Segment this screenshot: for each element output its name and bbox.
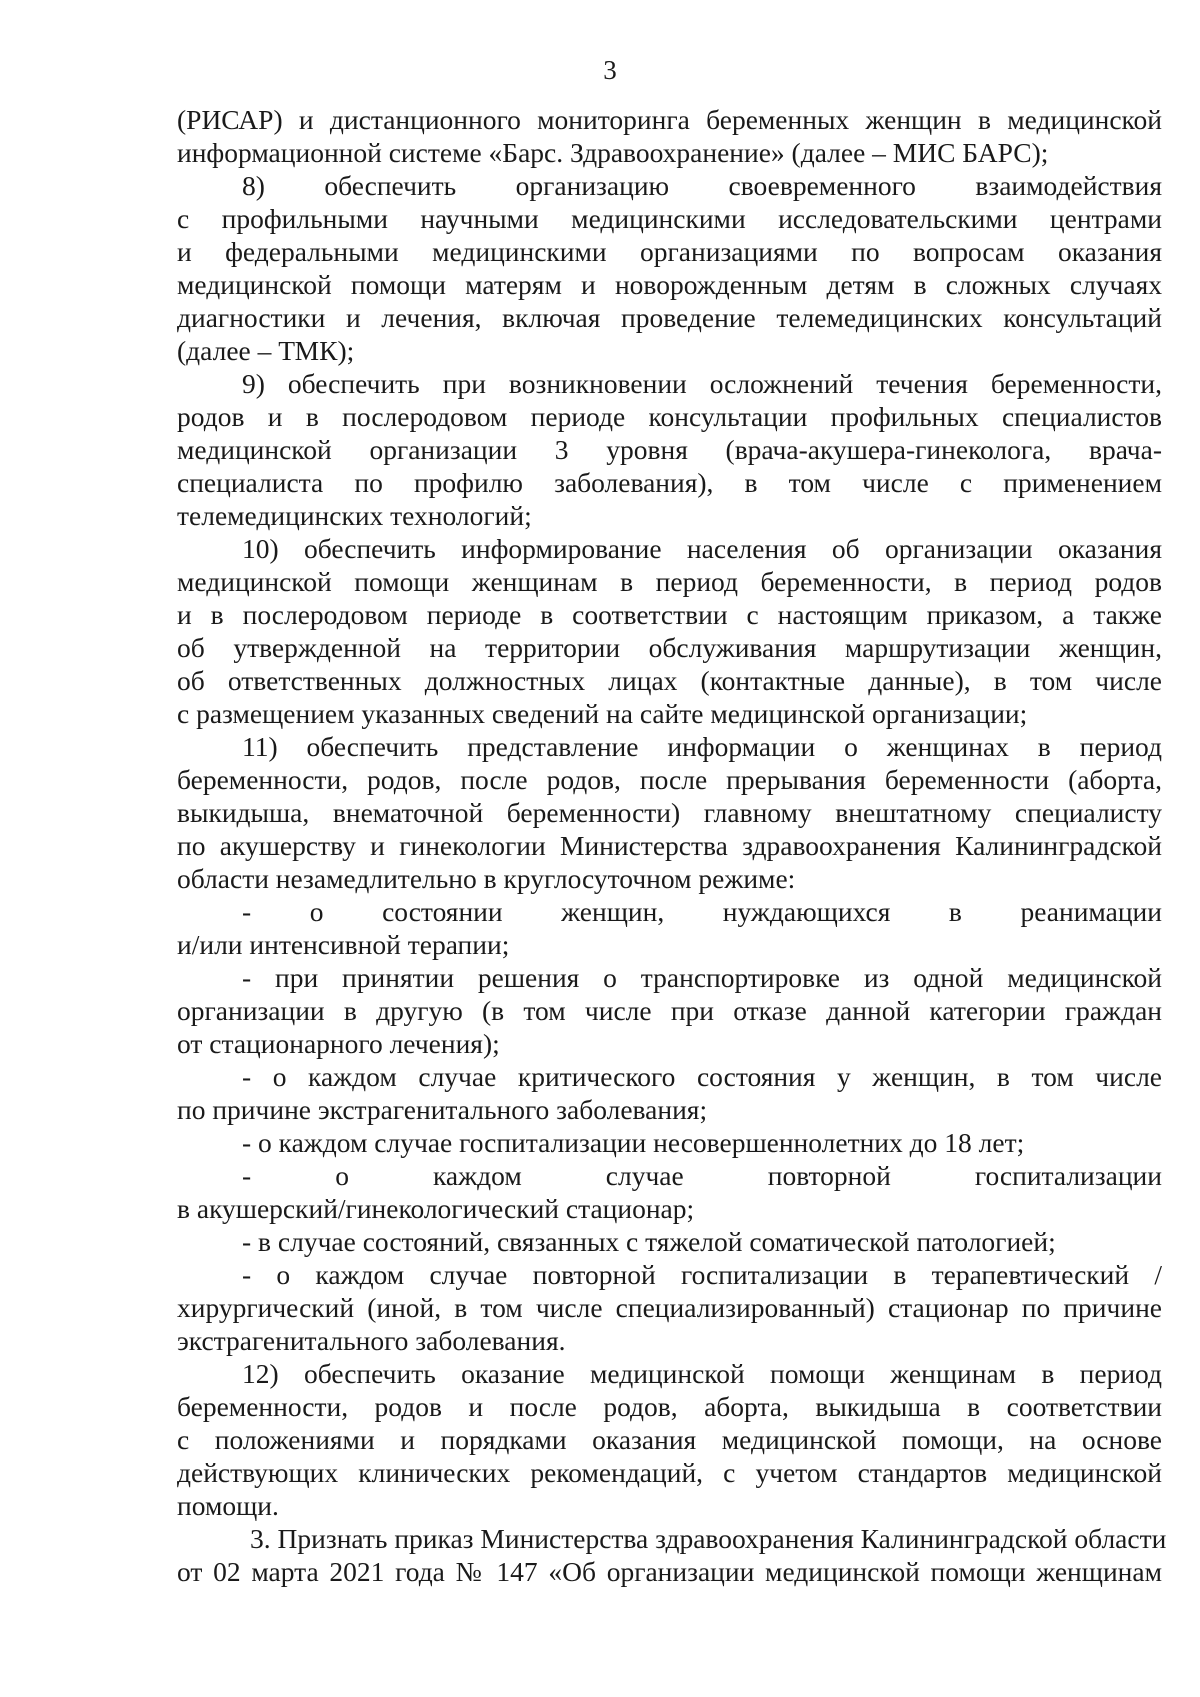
text-line: диагностики и лечения, включая проведение телемедицинских консультаций	[177, 302, 1162, 333]
text-line: организации в другую (в том числе при отказе данной категории граждан	[177, 995, 1162, 1026]
text-line: - при принятии решения о транспортировке из одной медицинской	[242, 962, 1162, 993]
text-line: с положениями и порядками оказания медицинской помощи, на основе	[177, 1424, 1162, 1455]
text-line: родов и в послеродовом периоде консультации профильных специалистов	[177, 401, 1162, 432]
paragraph	[177, 1522, 1167, 1588]
paragraph	[177, 1258, 1162, 1357]
text-line: - о каждом случае госпитализации несовершеннолетних до 18 лет;	[242, 1127, 1025, 1158]
text-line: (РИСАР) и дистанционного мониторинга беременных женщин в медицинской	[177, 104, 1162, 135]
text-line: и/или интенсивной терапии;	[177, 929, 510, 960]
text-line: экстрагенитального заболевания.	[177, 1325, 566, 1356]
text-line: и в послеродовом периоде в соответствии с настоящим приказом, а также	[177, 599, 1162, 630]
paragraph	[177, 103, 1162, 169]
text-line: от стационарного лечения);	[177, 1028, 500, 1059]
paragraph	[177, 1060, 1162, 1126]
text-line: об ответственных должностных лицах (контактные данные), в том числе	[177, 665, 1162, 696]
page-number: 3	[603, 55, 617, 85]
paragraph	[177, 1159, 1162, 1225]
paragraph	[177, 895, 1162, 961]
text-line: специалиста по профилю заболевания), в том числе с применением	[177, 467, 1162, 498]
text-line: - о каждом случае критического состояния у женщин, в том числе	[242, 1061, 1162, 1092]
paragraph	[177, 1357, 1162, 1522]
text-line: медицинской помощи женщинам в период беременности, в период родов	[177, 566, 1162, 597]
paragraph	[177, 169, 1162, 367]
text-line: - о каждом случае повторной госпитализации	[242, 1160, 1162, 1191]
text-line: 8) обеспечить организацию своевременного взаимодействия	[242, 170, 1162, 201]
text-line: по акушерству и гинекологии Министерства здравоохранения Калининградской	[177, 830, 1162, 861]
text-line: 10) обеспечить информирование населения об организации оказания	[242, 533, 1162, 564]
text-line: 3. Признать приказ Министерства здравоохранения Калининградской области	[250, 1523, 1167, 1554]
text-line: хирургический (иной, в том числе специализированный) стационар по причине	[177, 1292, 1162, 1323]
text-line: и федеральными медицинскими организациями по вопросам оказания	[177, 236, 1162, 267]
text-line: - о каждом случае повторной госпитализации в терапевтический /	[242, 1259, 1162, 1290]
paragraph	[177, 532, 1162, 730]
text-line: телемедицинских технологий;	[177, 500, 532, 531]
paragraph	[177, 730, 1162, 895]
text-line: выкидыша, внематочной беременности) главному внештатному специалисту	[177, 797, 1162, 828]
text-line: беременности, родов и после родов, аборта, выкидыша в соответствии	[177, 1391, 1162, 1422]
text-line: информационной системе «Барс. Здравоохранение» (далее – МИС БАРС);	[177, 137, 1049, 168]
text-line: 12) обеспечить оказание медицинской помощи женщинам в период	[242, 1358, 1162, 1389]
text-line: 9) обеспечить при возникновении осложнений течения беременности,	[242, 368, 1162, 399]
paragraph	[177, 367, 1162, 532]
text-line: по причине экстрагенитального заболевания;	[177, 1094, 708, 1125]
text-line: помощи.	[177, 1490, 279, 1521]
text-line: (далее – ТМК);	[177, 335, 355, 366]
paragraph	[177, 1225, 1162, 1258]
text-line: медицинской помощи матерям и новорожденным детям в сложных случаях	[177, 269, 1162, 300]
text-line: 11) обеспечить представление информации о женщинах в период	[242, 731, 1162, 762]
text-line: об утвержденной на территории обслуживания маршрутизации женщин,	[177, 632, 1162, 663]
text-line: от 02 марта 2021 года № 147 «Об организации медицинской помощи женщинам	[177, 1556, 1162, 1587]
text-line: в акушерский/гинекологический стационар;	[177, 1193, 695, 1224]
paragraph	[177, 1126, 1162, 1159]
text-line: с размещением указанных сведений на сайте медицинской организации;	[177, 698, 1028, 729]
text-line: области незамедлительно в круглосуточном режиме:	[177, 863, 796, 894]
text-line: действующих клинических рекомендаций, с учетом стандартов медицинской	[177, 1457, 1162, 1488]
paragraph	[177, 961, 1162, 1060]
text-line: - в случае состояний, связанных с тяжелой соматической патологией;	[242, 1226, 1056, 1257]
text-line: с профильными научными медицинскими исследовательскими центрами	[177, 203, 1162, 234]
text-line: - о состоянии женщин, нуждающихся в реанимации	[242, 896, 1162, 927]
text-line: медицинской организации 3 уровня (врача-акушера-гинеколога, врача-	[177, 434, 1162, 465]
text-line: беременности, родов, после родов, после прерывания беременности (аборта,	[177, 764, 1162, 795]
body-text	[177, 103, 1167, 1588]
